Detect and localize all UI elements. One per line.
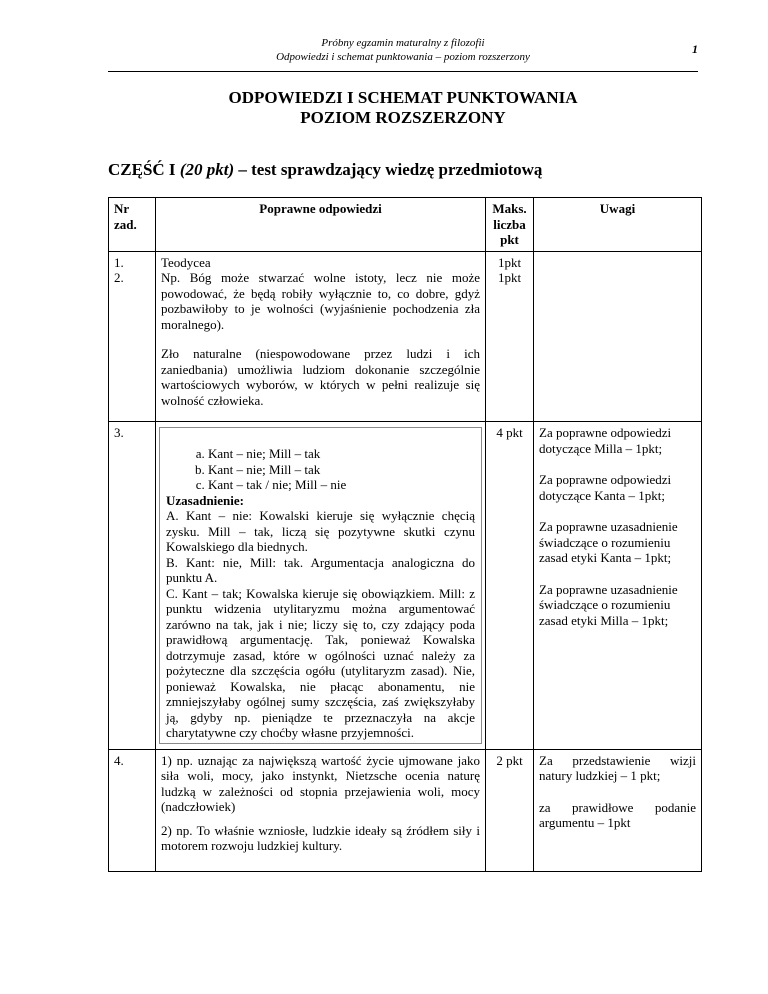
title-line-1: ODPOWIEDZI I SCHEMAT PUNKTOWANIA (228, 88, 578, 107)
note-item: Za poprawne odpowiedzi dotyczące Milla – 1pkt; (539, 425, 672, 456)
row-nr (109, 251, 156, 422)
table-row (109, 749, 702, 871)
row-nr: 3. (109, 422, 156, 750)
answer-2-part-1: Np. Bóg może stwarzać wolne istoty, lecz nie może powodować, że będą robiły wyłącznie to, co dobre, gdyż pozbawiłoby to je wolności (wyjaśnienie pochodzenia zła moralnego). (161, 270, 480, 332)
answers-table (108, 197, 702, 872)
page-header (108, 36, 698, 64)
answer-3-box (159, 427, 482, 744)
header-answers: Poprawne odpowiedzi (156, 198, 486, 252)
header-subtitle: Odpowiedzi i schemat punktowania – poziom rozszerzony (276, 51, 530, 63)
note-item: Za poprawne uzasadnienie świadczące o rozumieniu zasad etyki Milla – 1pkt; (539, 581, 678, 628)
note-item: za prawidłowe podanie argumentu – 1pkt (539, 799, 696, 830)
row-answer (156, 251, 486, 422)
max-points-1: 1pkt (497, 254, 522, 270)
list-item: b. Kant – nie; Mill – tak (208, 462, 475, 478)
page-number: 1 (692, 42, 698, 56)
title-line-2: POZIOM ROZSZERZONY (300, 108, 506, 127)
section-points: (20 pkt) (179, 160, 235, 179)
row-max: 2 pkt (486, 749, 534, 871)
table-row (109, 251, 702, 422)
section-prefix: CZĘŚĆ I (108, 160, 176, 179)
section-suffix: – test sprawdzający wiedzę przedmiotową (238, 160, 543, 179)
section-heading (108, 160, 698, 180)
note-item: Za poprawne odpowiedzi dotyczące Kanta – 1pkt; (539, 472, 672, 503)
row-notes (534, 422, 702, 750)
row-answer (156, 749, 486, 871)
row-max (486, 251, 534, 422)
header-max-points: Maks. liczba pkt (486, 198, 534, 252)
justification-a: A. Kant – nie: Kowalski kieruje się wyłącznie chęcią zysku. Mill – tak, liczą się pozytywne skutki czynu Kowalskiego dla biednych. (166, 508, 475, 554)
task-number-1: 1. (114, 254, 124, 270)
row-max: 4 pkt (486, 422, 534, 750)
header-nr: Nr zad. (109, 198, 156, 252)
header-divider (108, 71, 698, 72)
header-notes: Uwagi (534, 198, 702, 252)
table-header-row (109, 198, 702, 252)
list-item: a. Kant – nie; Mill – tak (208, 446, 475, 462)
document-title (108, 88, 698, 128)
list-item: c. Kant – tak / nie; Mill – nie (208, 477, 475, 493)
table-row (109, 422, 702, 750)
answer-2-part-2: Zło naturalne (niespowodowane przez ludzi i ich zaniedbania) umożliwia ludziom dokonanie szczególnie wartościowych wyborów, w których w pełni realizuje się wolność człowieka. (161, 346, 480, 408)
answer-3-list (166, 446, 475, 493)
row-answer (156, 422, 486, 750)
note-item: Za przedstawienie wizji natury ludzkiej – 1 pkt; (539, 752, 696, 783)
justification-label: Uzasadnienie: (166, 492, 244, 508)
justification-b: B. Kant: nie, Mill: tak. Argumentacja analogiczna do punktu A. (166, 554, 475, 585)
row-nr: 4. (109, 749, 156, 871)
task-number-2: 2. (114, 270, 124, 285)
answer-4-part-1: 1) np. uznając za największą wartość życie ujmowane jako siła woli, mocy, jako instynkt, Nietzsche ocenia naturę ludzką w zależności od stopnia przejawienia woli, mocy (nadczłowiek) (161, 752, 480, 814)
answer-4-part-2: 2) np. To właśnie wzniosłe, ludzkie ideały są źródłem siły i motorem rozwoju ludzkiej kultury. (161, 822, 480, 853)
header-exam-title: Próbny egzamin maturalny z filozofii (321, 37, 485, 49)
row-notes (534, 251, 702, 422)
max-points-2: 1pkt (497, 270, 522, 285)
justification-c: C. Kant – tak; Kowalska kieruje się obowiązkiem. Mill: z punktu widzenia utylitaryzmu można argumentować zarówno na tak, jak i nie; liczy się to, czy zdający poda prawidłową argumentację. Tak, ponieważ Kowalska dotrzymuje zasad, które w ogólności uznać należy za pożyteczne dla szczęścia ogółu (utylitaryzm zasad). Nie, ponieważ Kowalska, nie płacąc abonamentu, nie zmniejszyłaby ogólnej sumy szczęścia, zaś zwiększyłaby ją, gdyby np. pieniądze te przeznaczyła na akcje charytatywne czy choćby własne przyjemności. (166, 585, 475, 740)
note-item: Za poprawne uzasadnienie świadczące o rozumieniu zasad etyki Kanta – 1pkt; (539, 519, 678, 565)
answer-1: Teodycea (161, 254, 211, 270)
row-notes (534, 749, 702, 871)
